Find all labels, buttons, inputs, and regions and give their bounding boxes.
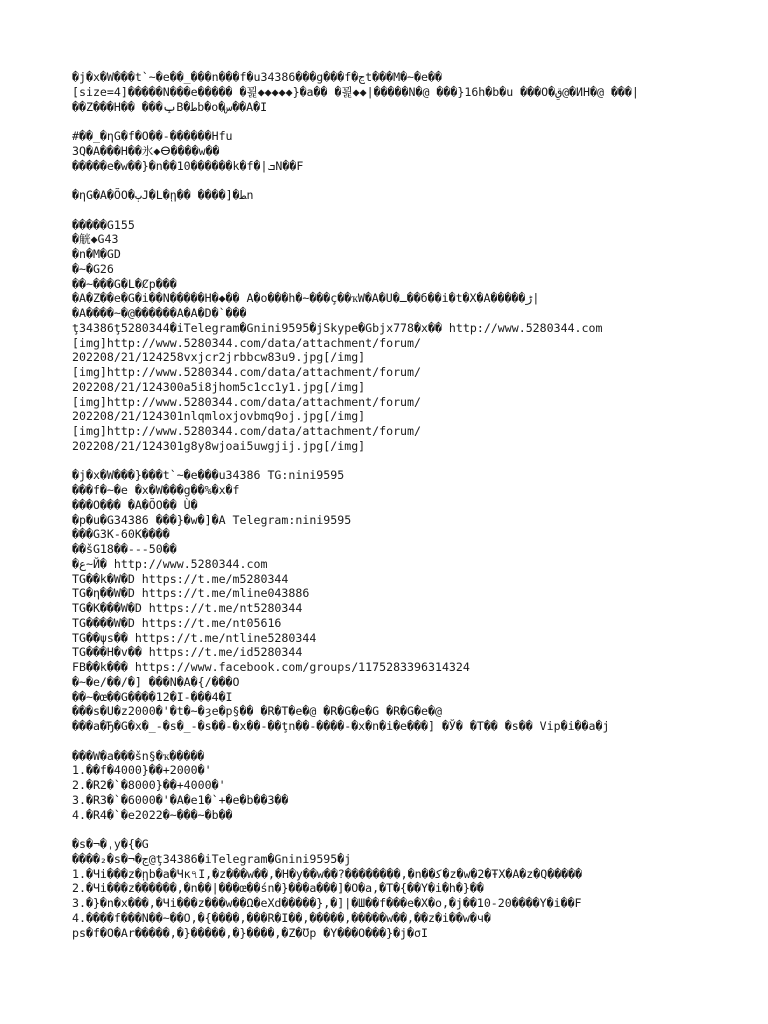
text-line: ���O��� �A�ÕO�� Ù�: [72, 497, 198, 512]
text-line: �j�x�W���t`~�e��_���n���f�u34386���g���f�ڃt���M�~�e��: [72, 70, 442, 84]
text-line: 2.�Чi���z������,�n��|���œ��śn�}���a���]�O�a,�T�{��Y�i�h�}��: [72, 881, 484, 896]
text-line: TG�K���W�D https://t.me/nt5280344: [72, 601, 303, 615]
text-line: �s�¬�ˌy�{�G: [72, 837, 149, 851]
text-line: TG�η��W�D https://t.me/mline043886: [72, 586, 310, 601]
text-line: TG���H�v�� https://t.me/id5280344: [72, 645, 303, 660]
text-line: �p�u�G34386 ���}�w�]�A Telegram:nini9595: [72, 512, 352, 527]
text-line: 202208/21/124258vxjcr2jrbbcw83u9.jpg[/img]: [72, 350, 366, 365]
text-line: ���G3K-60K����: [72, 527, 170, 542]
blank-line: [72, 173, 712, 188]
text-line: 3.�}�n�x���,�Чi���z���w��Ω�eXd�����},�]|�Ш��f���e�X�o,�j��10-20����Y�i��F: [72, 896, 582, 910]
text-line: 2.�R2�`�8000}��+4000�': [72, 778, 226, 792]
text-line: ���a�Ђ�G�x�_-�s�_-�s��-�x��-��ţn��-����-�x�n�i�e���] �Ў� �T�� �s�� Vip�i��a�j: [72, 719, 610, 733]
text-line: ���W�a���šn§�ҡ�����: [72, 748, 205, 763]
text-line: TG��k�W�D https://t.me/m5280344: [72, 571, 289, 586]
text-line: ps�f�O�Ar�����,�}�����,�}����,�Z�Ʊp �Y���O���}�j�σI: [72, 925, 428, 940]
text-line: 4.�R4�`�e2022�~���~�b��: [72, 807, 233, 822]
text-line: �n�M�GD: [72, 247, 121, 261]
text-line: �����e�w��}�n��10������k�f�|ܒN��F: [72, 158, 304, 173]
text-line: [img]http://www.5280344.com/data/attachment/forum/: [72, 365, 422, 379]
text-line: ţ34386ţ5280344�iTelegram�Gnini9595�jSkype�Gbjx778�x�� http://www.5280344.com: [72, 320, 603, 335]
text-line: FB��k��� https://www.facebook.com/groups/1175283396314324: [72, 660, 470, 674]
text-line: �j�x�W���}���t`~�e���u34386 TG:nini9595: [72, 468, 345, 483]
blank-line: [72, 203, 712, 218]
text-line: 3.�R3�`�6000�'�A�e1�`+�e�b��3��: [72, 792, 289, 807]
text-line: ��~�œ��G����12�I-���4�I: [72, 689, 233, 704]
text-line: �ηG�A�ÕO�ٻJ�L�ῃ�� ����]�ﻄn: [72, 188, 254, 202]
blank-line: [72, 114, 712, 129]
blank-line: [72, 454, 712, 469]
text-line: �~�e/��/�] ���N�A�{/���O: [72, 674, 240, 689]
text-line: 202208/21/124301g8y8wjoai5uwgjij.jpg[/img]: [72, 438, 366, 453]
text-line: TG����W�D https://t.me/nt05616: [72, 615, 282, 630]
text-line: 202208/21/124300a5i8jhom5c1cc1y1.jpg[/img]: [72, 379, 366, 394]
text-line: #��_�ηG�f�O��-������Hfu: [72, 129, 233, 143]
text-line: ��~���G�L�Ȼp���: [72, 276, 177, 291]
document-text: [72, 70, 712, 940]
text-line: �ﻉ~Й� http://www.5280344.com: [72, 556, 268, 571]
blank-line: [72, 734, 712, 749]
text-line: 1.��f�4000}��+2000�': [72, 763, 212, 778]
text-line: ���f�~�e �x�W���g��%�x�f: [72, 483, 240, 497]
text-line: �����G155: [72, 217, 135, 232]
text-line: �A����~�@������A�A�D�`���: [72, 306, 247, 320]
text-line: ��Z���H�� ���ݕB�ﻁb�o�س��A�I: [72, 99, 268, 114]
text-line: ��šG18��---50��: [72, 542, 177, 556]
blank-line: [72, 822, 712, 837]
text-line: 4.����f���N��~��O,�{����,���R�I��,�����,�����w��,��z�i��w�ч�: [72, 910, 491, 925]
text-line: ����₂�s�¬�ڃ@ţ34386�iTelegram�Gnini9595�j: [72, 851, 352, 866]
text-line: [img]http://www.5280344.com/data/attachment/forum/: [72, 394, 422, 409]
text-line: 3Q�A���H��氷◆ⴱ����w��: [72, 143, 220, 158]
text-line: �~�G26: [72, 261, 114, 276]
text-line: 202208/21/124301nlqmloxjovbmq9oj.jpg[/img]: [72, 409, 366, 424]
text-line: [img]http://www.5280344.com/data/attachment/forum/: [72, 424, 422, 438]
text-line: �A�Z��e�G�i��N�����H�◆�� A�o���h�~���ç��ҡW�A�U�ـ��б��i�t�X�A�����ڑ|: [72, 291, 540, 306]
text-line: ���s�U�z2000�'�t�~�ȝe�p§�� �R�T�e�@ �R�G�e�G �R�G�e�@: [72, 704, 442, 719]
text-line: [size=4]�����N���e����� �꾍◆◆◆◆◆}�a�� �꾍◆◆|�����N�@ ���}16h�b�u ���O�قِ@�ИН�@ ���|: [72, 84, 639, 99]
text-line: [img]http://www.5280344.com/data/attachment/forum/: [72, 335, 422, 350]
text-line: TG��ψs�� https://t.me/ntline5280344: [72, 630, 317, 645]
text-line: 1.�Чi���z�ῃb�a�Чĸ৭I,�z���w��,�H�y��w��?��������,�n��ﻛ�z�w�2�ŦX�A�z�Q�����: [72, 866, 583, 881]
text-line: �觥◆G43: [72, 232, 119, 247]
